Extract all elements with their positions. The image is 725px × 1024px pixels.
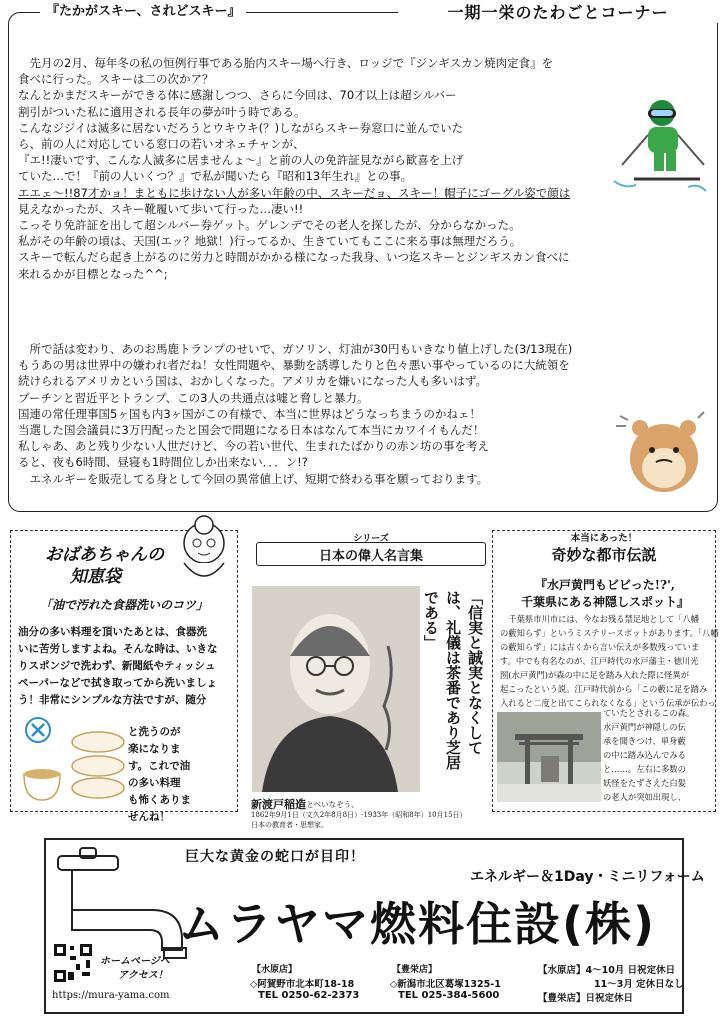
essay-line: 見えなかったが、スキー靴履いて歩いて行った…凄い!! (18, 201, 304, 216)
legend-line: の中に踏み込んでみる (603, 750, 686, 760)
essay-line: エネルギーを販売してる身として今回の異常値上げ、短期で終わる事を願っております。 (18, 471, 489, 486)
shop-suibara-phone: TEL 0250-62-2373 (258, 990, 360, 1001)
qr-code[interactable] (52, 942, 94, 984)
tip-line: せんね！ (128, 811, 170, 823)
essay-line: こっそり免許証を出して超シルバー券ゲット。ゲレンデでその老人を探したが、分からなかった。 (18, 218, 521, 233)
grandma-title-2: 知恵袋 (70, 567, 121, 587)
business-hours: 【水原店】4～10月 日祝定休日 (538, 965, 676, 976)
legend-line: す。中でも有名なのが、江戸時代の水戸藩主・徳川光 (500, 656, 699, 666)
legend-body (500, 612, 719, 710)
tip-line: と洗うのが (128, 726, 181, 738)
essay-line: 私がその年齢の頃は、天国(エッ？地獄！)行ってるか、生きていてもここに来る事は無理だろう。 (18, 234, 522, 249)
column-title: 一期一栄のたわごとコーナー (398, 0, 718, 23)
essay-line: 食べに行った。スキーは二の次かア？ (18, 72, 214, 87)
tip-line: の多い料理 (128, 777, 181, 789)
ad-service: エネルギー＆1Day・ミニリフォーム (470, 869, 705, 885)
legend-line: の藪知らず」には古くから言い伝えが多数残っていま (500, 642, 700, 652)
essay-line: ら、前の人に対応している窓口の若いオネェチャンが、 (18, 137, 305, 152)
essay-line: プーチンと習近平とトランプ、この3人の共通点は嘘と脅しと暴力。 (18, 390, 369, 405)
legend-line: 水戸黄門が神隠しの伝 (603, 722, 686, 732)
legend-line: 入れると二度と出てこられなくなる」という伝承が伝わっ (500, 698, 716, 708)
legend-headline-2: 千葉県にある神隠しスポット』 (520, 595, 689, 609)
legend-line: と……。左右に多数の (603, 764, 686, 774)
homepage-callout-2: アクセス！ (118, 970, 168, 981)
essay-line: 国連の常任理事国5ヶ国も内3ヶ国がこの有様で、本当に世界はどうなっちまうのかねェ！ (18, 406, 481, 421)
tip-line: いに苦労しますよね。そんな時は、いきな (18, 643, 218, 655)
legend-title: 奇妙な都市伝説 (551, 546, 657, 564)
tip-line: りスポンジで洗わず、新聞紙やティッシュ (18, 660, 216, 672)
tip-line: も怖くありま (128, 794, 191, 806)
legend-line: 承を聞きつけ、単身藪 (603, 736, 686, 746)
legend-line: の藪知らず」というミステリースポットがあります。「八幡 (500, 628, 719, 638)
skier-illustration (604, 95, 716, 195)
shop-toyosaka-label: 【豊栄店】 (392, 965, 438, 975)
essay-line: 『エ!!凄いです、こんな人滅多に居ませんょ～』と前の人の免許証見ながら歓喜を上げ (18, 153, 464, 168)
legend-body-continued (603, 706, 713, 804)
essay-line: 割引がついた私に適用される長年の夢が叶う時である。 (18, 104, 306, 119)
grandma-title: おばあちゃんの (45, 545, 164, 565)
legend-headline: 『水戸黄門もビビった!?', (535, 578, 675, 592)
legend-line: ていたとされるこの森。 (603, 708, 695, 718)
hamster-illustration (612, 398, 712, 498)
quote-text: 「信実と誠実となくしては、礼儀は茶番であり芝居である」 (422, 590, 484, 770)
essay-line: なんとかまだスキーができる体に感謝しつつ、さらに今回は、70才以上は超シルバー (18, 88, 457, 103)
essay-paragraph-1 (18, 55, 608, 282)
company-name: ムラヤマ燃料住設(株) (178, 897, 657, 951)
essay-line: こんなジジイは滅多に居ないだろうとウキウキ(？)しながらスキー券窓口に並んでいた (18, 120, 464, 135)
legend-line: 圀(水戸黄門)が森の中に足を踏み入れた際に怪異が (500, 670, 690, 680)
essay-line: 私しゃあ、あと残り少ない人世だけど、今の若い世代、生まれたばかりの赤ン坊の事を考え (18, 439, 490, 454)
tip-line: 油分の多い料理を頂いたあとは、食器洗 (18, 626, 207, 638)
essay-line: 来れるかが目標となった^^; (18, 266, 168, 281)
portrait-photo (252, 586, 420, 792)
business-hours: 11～3月 定休日なし (594, 979, 684, 990)
legend-line: 起こったという説。江戸時代前から「この藪に足を踏み (500, 684, 708, 694)
essay-line: 続けられるアメリカという国は、おかしくなった。アメリカを嫌いになった人も多いはず。 (18, 374, 487, 389)
essay-line: 当選した国会議員に3万円配ったと国会で問題になる日本はなんて本当にカワイイもんだ！ (18, 423, 485, 438)
legend-line: 妖怪をたずさえた白髪 (603, 778, 686, 788)
website-url[interactable]: https://mura-yama.com (52, 990, 170, 1001)
person-name: 新渡戸稲造 (251, 798, 306, 811)
shop-suibara-address: ◇阿賀野市北本町18-18 (250, 979, 355, 990)
person-reading: (にとべいなぞう、 (296, 800, 359, 809)
business-hours: 【豊栄店】日祝定休日 (538, 993, 634, 1004)
tip-body (18, 624, 230, 709)
essay-paragraph-2 (18, 341, 608, 487)
shop-toyosaka-address: ◇新潟市北区葛塚1325-1 (390, 979, 501, 990)
dishes-illustration (18, 714, 128, 806)
grandma-illustration (160, 513, 242, 591)
legend-line: 千葉県市川市には、今なお残る禁足地として「八幡 (500, 614, 700, 624)
shop-suibara-label: 【水原店】 (252, 965, 298, 975)
tip-line: ペーパーなどで拭き取ってから洗いましょ (18, 677, 217, 689)
quote-series-label: シリーズ (353, 534, 389, 544)
tip-title: 「油で汚れた食器洗いのコツ」 (39, 598, 208, 612)
essay-line: 先月の2月、毎年冬の私の恒例行事である胎内スキー場へ行き、ロッジで『ジンギスカン焼肉定食』を (18, 56, 554, 70)
legend-line: の老人が突如出現し、 (603, 792, 686, 802)
quote-heading: 日本の偉人名言集 (318, 549, 423, 564)
essay-line: ていた…で！『前の人いくつ？』で私が聞いたら『昭和13年生れ』との事。 (18, 169, 413, 184)
essay-title: 『たかがスキー、されどスキー』 (40, 0, 246, 19)
legend-kicker: 本当にあった！ (570, 533, 638, 544)
tip-line: 楽になりま (128, 743, 181, 755)
shrine-photo (497, 712, 601, 802)
homepage-callout: ホームページへ (100, 956, 170, 967)
essay-line: もうあの男は世界中の嫌われ者だね！女性問題や、暴動を誘導したりと色々悪い事やっているのに大統領を (18, 358, 570, 373)
essay-line: スキーで転んだら起き上がるのに労力と時間がかかる様になった我身、いつ迄スキーとジンギスカン食べに (18, 250, 570, 265)
essay-line: エエェ～!!87才かョ！まともに歩けない人が多い年齢の中、スキーだョ、スキー！帽子にゴーグル姿で顔は (18, 185, 571, 200)
shop-toyosaka-phone: TEL 025-384-5600 (398, 990, 500, 1001)
person-dates: 1862年9月1日（文久2年8月8日）-1933年（昭和8年）10月15日） (251, 811, 467, 819)
tip-line: す。これで油 (128, 760, 191, 772)
essay-line: ると、夜も6時間、昼寝も1時間位しか出来ない．．．ン!? (18, 455, 308, 470)
person-description: 日本の教育者・思想家。 (251, 821, 328, 829)
ad-tagline: 巨大な黄金の蛇口が目印！ (185, 849, 365, 865)
tip-line: う！非常にシンプルな方法ですが、随分 (18, 694, 207, 706)
tip-body-continued (128, 724, 238, 826)
essay-line: 所で話は変わり、あのお馬鹿トランプのせいで、ガソリン、灯油が30円もいきなり値上げした(3/13現在) (18, 342, 573, 356)
